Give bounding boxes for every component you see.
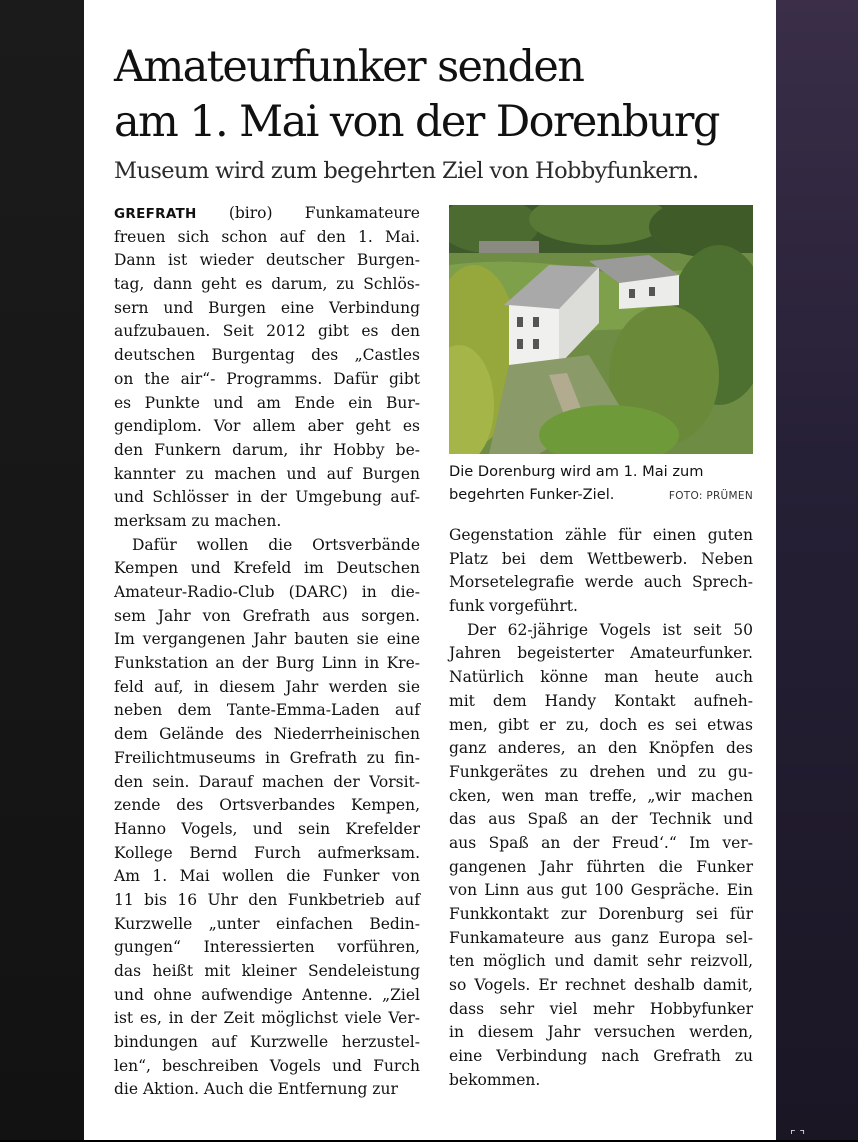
headline-line: Amateurfunker senden	[114, 42, 584, 92]
article-line: den Funkern darum, ihr Hobby be-	[114, 440, 420, 459]
article-line: sem Jahr von Grefrath aus sorgen.	[114, 606, 420, 625]
article-line: feld auf, in diesem Jahr werden sie	[114, 677, 420, 696]
article-line: on the air“- Programms. Dafür gibt	[114, 369, 420, 388]
article-line: freuen sich schon auf den 1. Mai.	[114, 227, 420, 246]
article-line: Dafür wollen die Ortsverbände	[132, 535, 420, 554]
article-line: bekommen.	[449, 1070, 541, 1089]
article-line: 11 bis 16 Uhr den Funkbetrieb auf	[114, 890, 420, 909]
article-line: gungen“ Interessierten vorführen,	[114, 938, 420, 957]
article-line: Hanno Vogels, und sein Krefelder	[114, 819, 420, 838]
article-line: Dann ist wieder deutscher Burgen-	[114, 251, 420, 270]
article-line: gendiplom. Vor allem aber geht es	[114, 417, 420, 436]
castle-photo	[449, 205, 753, 454]
article-line: Natürlich könne man heute auch	[449, 668, 753, 687]
article-line: sern und Burgen eine Verbindung	[114, 298, 420, 317]
article-line: Amateur-Radio-Club (DARC) in die-	[114, 583, 420, 601]
left-background	[0, 0, 84, 1140]
article-line: den sein. Darauf machen der Vorsit-	[114, 772, 420, 791]
article-line: neben dem Tante-Emma-Laden auf	[114, 701, 420, 720]
article-line: deutschen Burgentag des „Castles	[114, 346, 420, 365]
article-line: es Punkte und am Ende ein Bur-	[114, 393, 420, 412]
dateline-place: GREFRATH	[114, 206, 197, 222]
article-line: mit dem Handy Kontakt aufneh-	[449, 691, 753, 710]
article-line: das heißt mit kleiner Sendeleistung	[114, 962, 420, 980]
article-line: Am 1. Mai wollen die Funker von	[114, 867, 420, 886]
article-line: men, gibt er zu, doch es sei etwas	[449, 715, 753, 734]
article-line: kannter zu machen und auf Burgen	[114, 464, 420, 483]
article-line: dem Gelände des Niederrheinischen	[114, 725, 420, 744]
photo-caption	[449, 460, 753, 508]
newspaper-clipping	[84, 0, 776, 1140]
right-background	[776, 0, 858, 1140]
article-line: und ohne aufwendige Antenne. „Ziel	[114, 985, 420, 1004]
article-line: Funkamateure aus ganz Europa sel-	[449, 928, 753, 947]
article-line: aus Spaß an der Freud‘.“ Im ver-	[449, 833, 753, 852]
article-line	[114, 202, 420, 226]
article-line: eine Verbindung nach Grefrath zu	[449, 1047, 753, 1066]
article-line: len“, beschreiben Vogels und Furch	[114, 1056, 420, 1075]
article-line: aufzubauen. Seit 2012 gibt es den	[114, 322, 420, 341]
dateline-author: (biro)	[228, 204, 273, 222]
article-line: ganz anderes, an den Knöpfen des	[449, 739, 753, 758]
article-line: Freilichtmuseums in Grefrath zu fin-	[114, 748, 420, 767]
caption-line: Die Dorenburg wird am 1. Mai zum	[449, 463, 704, 480]
castle-photo-illustration	[449, 205, 753, 454]
expand-icon[interactable]: ⌜ ⌝	[790, 1128, 806, 1142]
article-line: Der 62-jährige Vogels ist seit 50	[467, 620, 753, 639]
article-line: Kollege Bernd Furch aufmerksam.	[114, 843, 420, 862]
article-line: Gegenstation zähle für einen guten	[449, 526, 753, 544]
article-line: die Aktion. Auch die Entfernung zur	[114, 1080, 398, 1099]
article-text: Funkamateure	[304, 204, 420, 222]
headline-line: am 1. Mai von der Dorenburg	[114, 97, 719, 147]
article-line: so Vogels. Er rechnet deshalb damit,	[449, 976, 753, 995]
article-line: Funkkontakt zur Dorenburg sei für	[449, 905, 753, 923]
article-line: Kurzwelle „unter einfachen Bedin-	[114, 914, 420, 933]
article-line: zende des Ortsverbandes Kempen,	[114, 796, 420, 815]
article-line: Kempen und Krefeld im Deutschen	[114, 559, 420, 578]
article-line: Funkgerätes zu drehen und zu gu-	[449, 762, 753, 781]
headline	[114, 40, 754, 150]
article-line: merksam zu machen.	[114, 511, 282, 530]
article-column-left	[114, 202, 420, 1102]
article-line: Funkstation an der Burg Linn in Kre-	[114, 654, 420, 673]
article-line: Platz bei dem Wettbewerb. Neben	[449, 549, 753, 568]
photo-credit: FOTO: PRÜMEN	[668, 490, 753, 502]
article-line: gangenen Jahr führten die Funker	[449, 857, 753, 876]
article-line: Im vergangenen Jahr bauten sie eine	[114, 630, 420, 649]
article-line: bindungen auf Kurzwelle herzustel-	[114, 1033, 420, 1052]
article-line: funk vorgeführt.	[449, 597, 578, 616]
article-line: cken, wen man treffe, „wir machen	[449, 786, 753, 805]
article-line: Jahren begeisterter Amateurfunker.	[449, 644, 753, 663]
article-line: das aus Spaß an der Technik und	[449, 810, 753, 829]
article-line: in diesem Jahr versuchen werden,	[449, 1023, 753, 1042]
article-column-right	[449, 524, 753, 1093]
article-line: dass sehr viel mehr Hobbyfunker	[449, 999, 753, 1018]
caption-text: begehrten Funker-Ziel.	[449, 486, 615, 503]
article-line: tag, dann geht es darum, zu Schlös-	[114, 275, 420, 294]
article-line: Morsetelegrafie werde auch Sprech-	[449, 573, 753, 592]
subheadline: Museum wird zum begehrten Ziel von Hobbyfunkern.	[114, 158, 699, 184]
caption-line	[449, 483, 753, 506]
article-line: ten möglich und damit sehr reizvoll,	[449, 952, 753, 971]
article-line: und Schlösser in der Umgebung auf-	[114, 488, 420, 507]
article-line: ist es, in der Zeit möglichst viele Ver-	[114, 1009, 420, 1028]
article-line: von Linn aus gut 100 Gespräche. Ein	[449, 881, 753, 900]
